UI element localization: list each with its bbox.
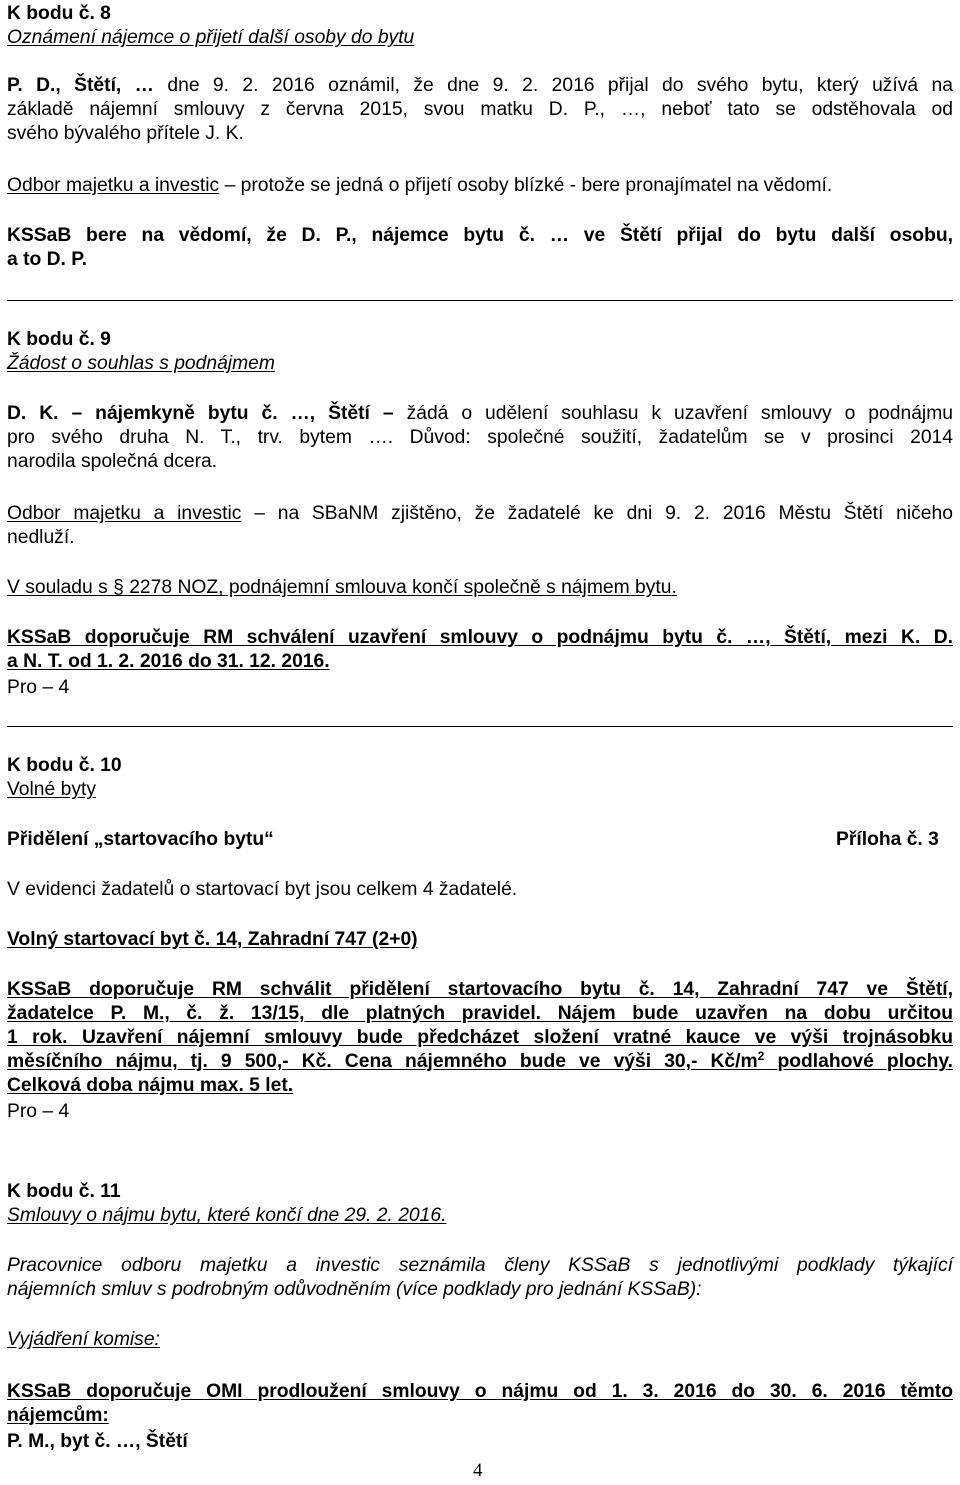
item10-free-flat: Volný startovací byt č. 14, Zahradní 747 (2+0) — [7, 929, 418, 950]
item9-kssab-line1: KSSaB doporučuje RM schválení uzavření smlouvy o podnájmu bytu č. …, Štětí, mezi K. D. — [7, 627, 953, 648]
item10-kssab-line2: žadatelce P. M., č. ž. 13/15, dle platných pravidel. Nájem bude uzavřen na dobu určitou — [7, 1003, 953, 1024]
item11-desc-line1: Pracovnice odboru majetku a investic seznámila členy KSSaB s jednotlivými podklady týkající — [7, 1255, 953, 1276]
item8-kssab-line1: KSSaB bere na vědomí, že D. P., nájemce bytu č. … ve Štětí přijal do bytu další osobu, — [7, 225, 953, 246]
item10-evidence: V evidenci žadatelů o startovací byt jsou celkem 4 žadatelé. — [7, 879, 518, 900]
item10-kssab-line3: 1 rok. Uzavření nájemní smlouvy bude předcházet složení vratné kauce ve výši trojnásobku — [7, 1027, 953, 1048]
item10-allocation-title: Přidělení „startovacího bytu“ — [7, 829, 274, 850]
item9-request-line3: narodila společná dcera. — [7, 451, 218, 472]
item10-subtitle: Volné byty — [7, 779, 96, 800]
item8-odbor-line — [7, 174, 832, 198]
item8-para-line3: svého bývalého přítele J. K. — [7, 123, 244, 144]
item9-odbor-line2: nedluží. — [7, 527, 75, 548]
item8-para-line2: základě nájemní smlouvy z června 2015, svou matku D. P., …, neboť tato se odstěhovala od — [7, 99, 953, 120]
item11-heading: K bodu č. 11 — [7, 1181, 121, 1202]
item9-odbor-label: Odbor majetku a investic — [7, 503, 242, 524]
item9-applicant: D. K. – nájemkyně bytu č. …, Štětí – — [7, 403, 394, 424]
item9-request-line2: pro svého druha N. T., trv. bytem …. Důvod: společné soužití, žadatelům se v prosinci 2014 — [7, 427, 953, 448]
item9-request-line1 — [7, 402, 953, 426]
page-number: 4 — [473, 1460, 483, 1481]
item11-subtitle: Smlouvy o nájmu bytu, které končí dne 29. 2. 2016. — [7, 1205, 447, 1226]
item8-kssab-line2: a to D. P. — [7, 249, 88, 270]
item10-heading: K bodu č. 10 — [7, 755, 122, 776]
item8-odbor-text: – protože se jedná o přijetí osoby blízké - bere pronajímatel na vědomí. — [224, 175, 833, 196]
item9-heading: K bodu č. 9 — [7, 329, 111, 350]
item8-odbor-label: Odbor majetku a investic — [7, 175, 220, 196]
item10-rent-superscript: 2 — [757, 1049, 765, 1063]
item9-noz-note: V souladu s § 2278 NOZ, podnájemní smlouva končí společně s nájmem bytu. — [7, 577, 677, 598]
item10-vote: Pro – 4 — [7, 1101, 70, 1122]
item10-kssab-line5: Celková doba nájmu max. 5 let. — [7, 1075, 294, 1096]
item10-attachment: Příloha č. 3 — [836, 829, 939, 850]
item9-odbor-text: – na SBaNM zjištěno, že žadatelé ke dni 9. 2. 2016 Městu Štětí ničeho — [254, 503, 953, 524]
item8-subtitle: Oznámení nájemce o přijetí další osoby do bytu — [7, 27, 415, 48]
item9-odbor-line1 — [7, 502, 953, 526]
section-divider-1 — [7, 300, 953, 301]
item11-desc-line2: nájemních smluv s podrobným odůvodněním (více podklady pro jednání KSSaB): — [7, 1279, 702, 1300]
item9-kssab-line2: a N. T. od 1. 2. 2016 do 31. 12. 2016. — [7, 651, 330, 672]
item9-subtitle: Žádost o souhlas s podnájmem — [7, 353, 275, 374]
item11-tenant: P. M., byt č. …, Štětí — [7, 1431, 188, 1452]
item11-kssab-line2: nájemcům: — [7, 1405, 109, 1426]
item8-para-line1-rest: dne 9. 2. 2016 oznámil, že dne 9. 2. 2016 přijal do svého bytu, který užívá na — [167, 75, 953, 96]
item9-request-line1-rest: žádá o udělení souhlasu k uzavření smlouvy o podnájmu — [406, 403, 953, 424]
section-divider-2 — [7, 726, 953, 727]
item8-heading: K bodu č. 8 — [7, 3, 111, 24]
item8-applicant: P. D., Štětí, … — [7, 75, 154, 96]
item9-vote: Pro – 4 — [7, 677, 70, 698]
item10-kssab-line1: KSSaB doporučuje RM schválit přidělení startovacího bytu č. 14, Zahradní 747 ve Štětí, — [7, 979, 953, 1000]
item10-kssab-line4 — [7, 1050, 953, 1074]
item8-para-line1 — [7, 74, 953, 98]
item10-rent-end: podlahové plochy. — [777, 1051, 953, 1072]
item10-rent-text: měsíčního nájmu, tj. 9 500,- Kč. Cena nájemného bude ve výši 30,- Kč/m — [7, 1051, 758, 1072]
item11-opinion-label: Vyjádření komise: — [7, 1329, 160, 1350]
item11-kssab-line1: KSSaB doporučuje OMI prodloužení smlouvy o nájmu od 1. 3. 2016 do 30. 6. 2016 těmto — [7, 1381, 953, 1402]
